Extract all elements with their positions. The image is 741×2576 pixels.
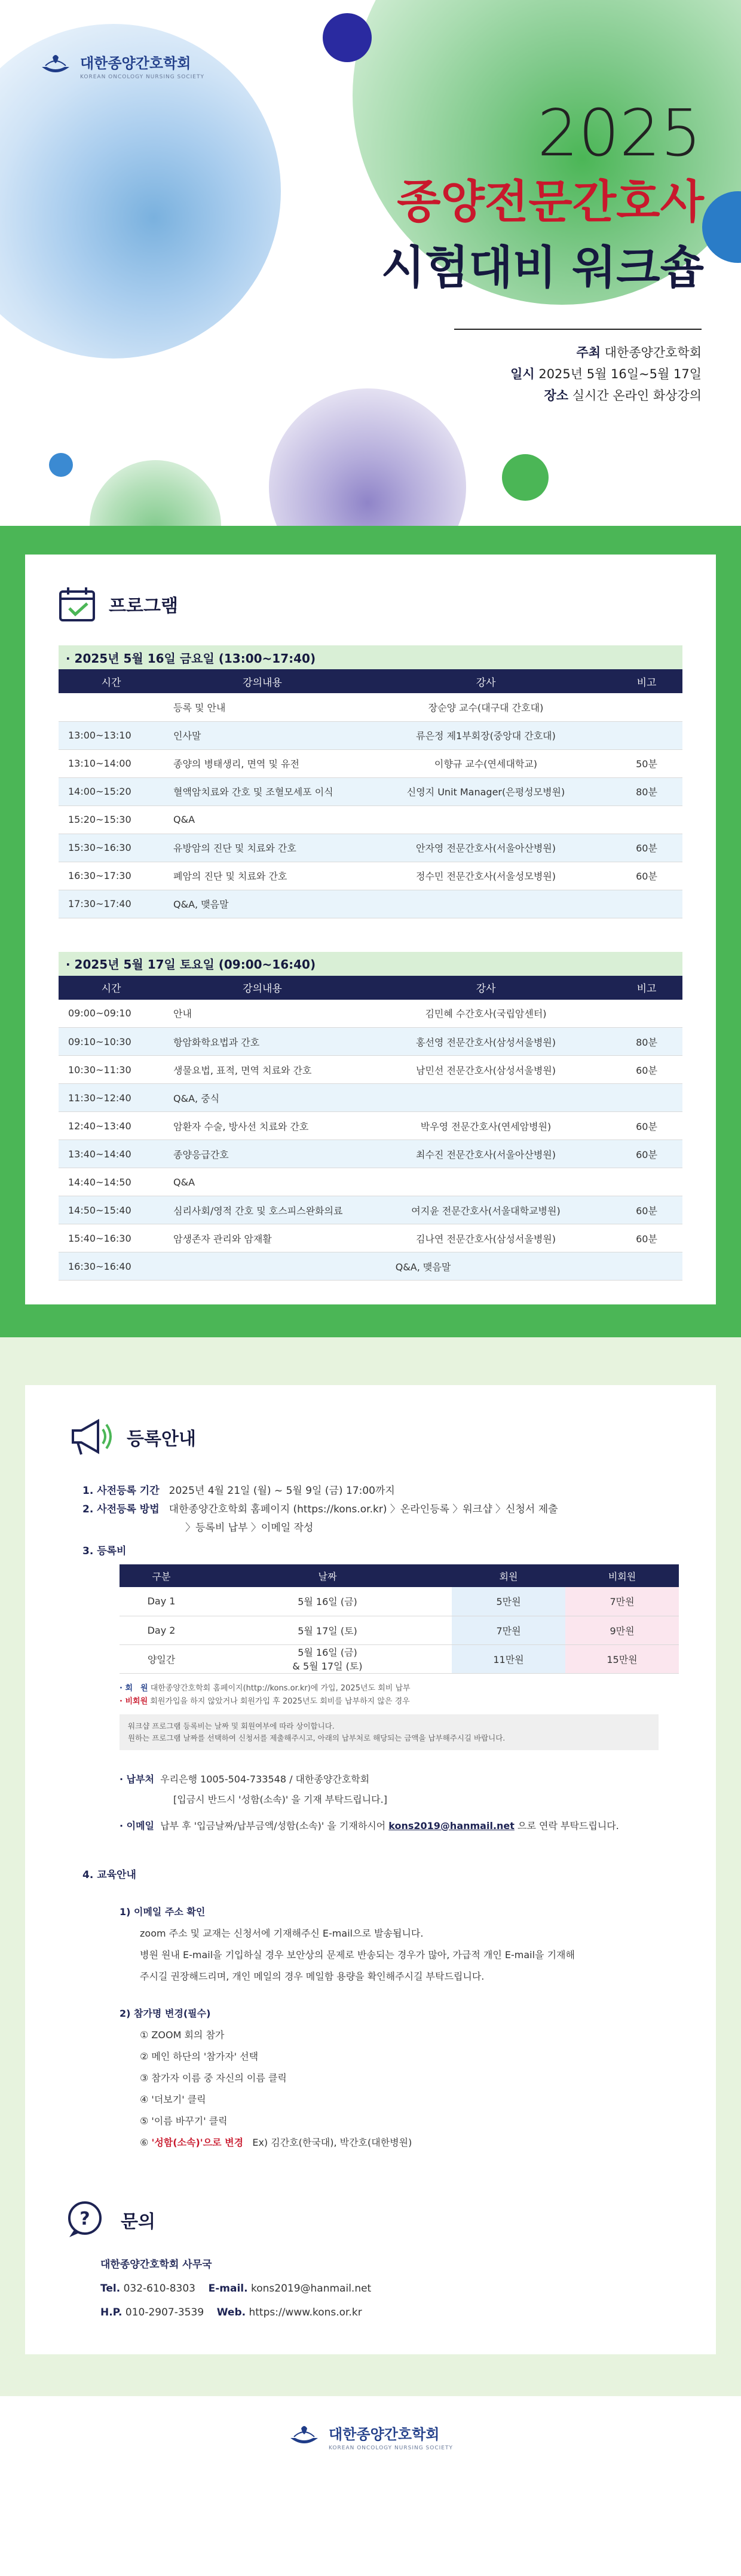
fee-col-nonmember: 비회원: [565, 1564, 679, 1587]
cell-content: 안내: [164, 1000, 361, 1028]
fee-rows: [120, 1587, 679, 1673]
fee-col-member: 회원: [452, 1564, 565, 1587]
cell-content: 암환자 수술, 방사선 치료와 간호: [164, 1112, 361, 1140]
cell-content: 생물요법, 표적, 면역 치료와 간호: [164, 1056, 361, 1084]
cell-note: 60분: [611, 1140, 682, 1168]
col-speaker: 강사: [361, 976, 611, 1000]
svg-text:?: ?: [79, 2208, 90, 2229]
nonmember-note-label: · 비회원: [120, 1696, 148, 1706]
cell-time: [59, 693, 164, 721]
contact-email-value[interactable]: kons2019@hanmail.net: [251, 2282, 372, 2295]
fee-header-row: [120, 1564, 679, 1587]
cell-content: 암생존자 관리와 암재활: [164, 1224, 361, 1252]
cell-note: [611, 1000, 682, 1028]
cell-note: 60분: [611, 862, 682, 890]
cell-content: Q&A: [164, 1168, 361, 1196]
cell-content: 심리사회/영적 간호 및 호스피스완화의료: [164, 1196, 361, 1224]
cell-time: 10:30~11:30: [59, 1056, 164, 1084]
footer-society-name: 대한종양간호학회: [329, 2426, 440, 2443]
society-name: 대한종양간호학회: [80, 55, 191, 72]
cell-time: 16:30~17:30: [59, 862, 164, 890]
step6-highlight: '성함(소속)'으로 변경: [151, 2136, 244, 2148]
method-value: 대한종양간호학회 홈페이지 (https://kons.or.kr) 〉온라인등록 〉워크샵 〉신청서 제출: [169, 1503, 558, 1515]
rename-step: ④ '더보기' 클릭: [140, 2093, 206, 2105]
program-section: [0, 526, 741, 1337]
table-row: [59, 749, 682, 777]
cell-note: 80분: [611, 1028, 682, 1056]
col-speaker: 강사: [361, 669, 611, 693]
title-divider: [454, 329, 702, 330]
step6-number: ⑥: [140, 2136, 149, 2148]
contact-title: 문의: [121, 2211, 155, 2232]
rename-title: 2) 참가명 변경(필수): [120, 2007, 211, 2019]
cell-content: 유방암의 진단 및 치료와 간호: [164, 834, 361, 862]
program-card: [25, 555, 716, 1304]
email-check-line1: zoom 주소 및 교재는 신청서에 기재해주신 E-mail으로 발송됩니다.: [140, 1927, 424, 1939]
table-row: [59, 1168, 682, 1196]
day1-rows: [59, 693, 682, 918]
cell-speaker: 안자영 전문간호사(서울아산병원): [361, 834, 611, 862]
cell-note: [611, 1084, 682, 1112]
hero-banner: [0, 0, 741, 526]
cell-speaker: 김나연 전문간호사(삼성서울병원): [361, 1224, 611, 1252]
bank-label: · 납부처: [120, 1773, 155, 1785]
place-value: 실시간 온라인 화상강의: [572, 388, 702, 403]
cell-speaker: 장순양 교수(대구대 간호대): [361, 693, 611, 721]
email-check-title: 1) 이메일 주소 확인: [120, 1906, 206, 1918]
cell-time: 17:30~17:40: [59, 890, 164, 918]
table-row: [59, 1196, 682, 1224]
calendar-check-icon: [59, 586, 98, 623]
cell-time: 13:00~13:10: [59, 721, 164, 749]
cell-speaker: [361, 1084, 611, 1112]
contact-org: 대한종양간호학회 사무국: [100, 2258, 212, 2271]
cell-note: 60분: [611, 834, 682, 862]
member-note-label: · 회 원: [120, 1683, 148, 1693]
email-check-line3: 주시길 권장해드리며, 개인 메일의 경우 메일함 용량을 확인해주시길 부탁드립니다.: [140, 1970, 485, 1982]
event-info: [510, 342, 702, 406]
registration-header: [68, 1416, 659, 1458]
email-instruction: 납부 후 '입금날짜/납부금액/성함(소속)' 을 기재하시어: [160, 1820, 386, 1831]
green-circle-small: [90, 460, 221, 526]
registration-title: 등록안내: [127, 1429, 196, 1450]
lavender-circle: [269, 388, 466, 526]
rename-step: ① ZOOM 회의 참가: [140, 2029, 225, 2041]
cell-note: 60분: [611, 1112, 682, 1140]
fee-row: [120, 1587, 679, 1616]
table-row: [59, 862, 682, 890]
fee-member: 5만원: [452, 1587, 565, 1616]
cell-content: Q&A: [164, 805, 361, 834]
member-note: 대한종양간호학회 홈페이지(http://kons.or.kr)에 가입, 2025년도 회비 납부: [150, 1683, 411, 1693]
step6-example: Ex) 김간호(한국대), 박간호(대한병원): [252, 2136, 412, 2148]
table-row: [59, 693, 682, 721]
cell-speaker: 홍선영 전문간호사(삼성서울병원): [361, 1028, 611, 1056]
table-row: [59, 1056, 682, 1084]
cell-note: 80분: [611, 777, 682, 805]
bank-value: 우리은행 1005-504-733548 / 대한종양간호학회: [160, 1773, 370, 1785]
small-blue-dot: [49, 453, 73, 477]
hp-label: H.P.: [100, 2306, 123, 2318]
cell-note: [611, 1168, 682, 1196]
cell-note: [611, 890, 682, 918]
cell-note: [611, 805, 682, 834]
day2-schedule-table: [59, 976, 682, 1281]
table-row: [59, 1140, 682, 1168]
day2-label: · 2025년 5월 17일 토요일 (09:00~16:40): [59, 952, 682, 976]
table-row: [59, 890, 682, 918]
rename-step: ⑤ '이름 바꾸기' 클릭: [140, 2115, 228, 2127]
col-note: 비고: [611, 976, 682, 1000]
fee-label: 3. 등록비: [82, 1545, 127, 1557]
fee-member: 11만원: [452, 1644, 565, 1673]
cell-note: 60분: [611, 1196, 682, 1224]
fee-date: 5월 16일 (금) & 5월 17일 (토): [203, 1644, 452, 1673]
col-content: 강의내용: [164, 976, 361, 1000]
cell-time: 13:40~14:40: [59, 1140, 164, 1168]
nonmember-note: 회원가입을 하지 않았거나 회원가입 후 2025년도 회비를 납부하지 않은 경우: [150, 1696, 410, 1706]
cell-speaker: [361, 805, 611, 834]
footer-society-eng: KOREAN ONCOLOGY NURSING SOCIETY: [329, 2445, 453, 2451]
cell-time: 14:00~15:20: [59, 777, 164, 805]
fee-date: 5월 16일 (금): [203, 1587, 452, 1616]
rename-steps: [140, 2024, 659, 2132]
table-row: [59, 1084, 682, 1112]
table-row: [59, 1028, 682, 1056]
period-value: 2025년 4월 21일 (월) ~ 5월 9일 (금) 17:00까지: [169, 1485, 395, 1497]
registration-card: [25, 1385, 716, 2354]
fee-row: [120, 1644, 679, 1673]
fee-type: Day 1: [120, 1587, 203, 1616]
cell-note: [611, 693, 682, 721]
table-row: [59, 777, 682, 805]
cell-time: 16:30~16:40: [59, 1252, 164, 1281]
cell-time: 13:10~14:00: [59, 749, 164, 777]
cell-time: 09:00~09:10: [59, 1000, 164, 1028]
table-row: [59, 1112, 682, 1140]
education-label: 4. 교육안내: [82, 1869, 136, 1881]
cell-note: 60분: [611, 1224, 682, 1252]
navy-dot: [323, 13, 372, 62]
email-check-line2: 병원 원내 E-mail을 기입하실 경우 보안상의 문제로 반송되는 경우가 많아, 가급적 개인 E-mail을 기재해: [140, 1949, 575, 1961]
fee-notice-line1: 워크샵 프로그램 등록비는 날짜 및 회원여부에 따라 상이합니다.: [128, 1721, 335, 1730]
cell-time: 14:40~14:50: [59, 1168, 164, 1196]
society-eng-name: KOREAN ONCOLOGY NURSING SOCIETY: [80, 74, 204, 80]
cell-content: 등록 및 안내: [164, 693, 361, 721]
day1-schedule-table: [59, 669, 682, 918]
cell-time: 15:40~16:30: [59, 1224, 164, 1252]
cell-speaker: 이향규 교수(연세대학교): [361, 749, 611, 777]
table-header-row: [59, 669, 682, 693]
web-value[interactable]: https://www.kons.or.kr: [249, 2306, 362, 2318]
cell-time: 12:40~13:40: [59, 1112, 164, 1140]
program-header: [59, 586, 682, 623]
cell-speaker: 정수민 전문간호사(서울성모병원): [361, 862, 611, 890]
web-label: Web.: [216, 2306, 246, 2318]
cell-speaker: 남민선 전문간호사(삼성서울병원): [361, 1056, 611, 1084]
fee-notice-line2: 원하는 프로그램 날짜를 선택하여 신청서를 제출해주시고, 아래의 납부처로 해당되는 금액을 납부해주시길 바랍니다.: [128, 1733, 506, 1742]
cell-note: 60분: [611, 1056, 682, 1084]
rename-step: ② 메인 하단의 '참가자' 선택: [140, 2050, 259, 2062]
fee-member: 7만원: [452, 1616, 565, 1644]
fee-nonmember: 9만원: [565, 1616, 679, 1644]
cell-content: Q&A, 맺음말: [164, 1252, 682, 1281]
period-label: 1. 사전등록 기간: [82, 1485, 160, 1497]
contact-header: [65, 2200, 659, 2240]
table-row: [59, 834, 682, 862]
event-year: 2025: [537, 96, 702, 171]
email-instruction-end: 으로 연락 부탁드립니다.: [518, 1820, 619, 1831]
cell-time: 11:30~12:40: [59, 1084, 164, 1112]
cell-note: [611, 721, 682, 749]
cell-time: 14:50~15:40: [59, 1196, 164, 1224]
cell-speaker: 류은정 제1부회장(중앙대 간호대): [361, 721, 611, 749]
col-time: 시간: [59, 976, 164, 1000]
cell-content: 인사말: [164, 721, 361, 749]
fee-nonmember: 7만원: [565, 1587, 679, 1616]
cell-speaker: 박우영 전문간호사(연세암병원): [361, 1112, 611, 1140]
cell-time: 09:10~10:30: [59, 1028, 164, 1056]
date-label: 일시: [510, 367, 535, 381]
day1-label: · 2025년 5월 16일 금요일 (13:00~17:40): [59, 645, 682, 669]
cell-content: Q&A, 맺음말: [164, 890, 361, 918]
cell-speaker: 최수진 전문간호사(서울아산병원): [361, 1140, 611, 1168]
host-label: 주최: [576, 345, 601, 360]
fee-col-date: 날짜: [203, 1564, 452, 1587]
cell-speaker: 김민혜 수간호사(국립암센터): [361, 1000, 611, 1028]
fee-nonmember: 15만원: [565, 1644, 679, 1673]
cell-speaker: 신영지 Unit Manager(은평성모병원): [361, 777, 611, 805]
tel-value: 032-610-8303: [123, 2282, 195, 2295]
footer: [0, 2396, 741, 2478]
cell-speaker: [361, 890, 611, 918]
method-value-cont: 〉등록비 납부 〉이메일 작성: [185, 1522, 314, 1534]
fee-col-type: 구분: [120, 1564, 203, 1587]
society-logo: [39, 51, 204, 80]
rename-step-6: [140, 2132, 659, 2154]
method-label: 2. 사전등록 방법: [82, 1503, 160, 1515]
email-link[interactable]: kons2019@hanmail.net: [388, 1820, 515, 1831]
cell-time: 15:30~16:30: [59, 834, 164, 862]
lamp-emblem-icon: [288, 2425, 320, 2449]
place-label: 장소: [544, 388, 569, 403]
table-row: [59, 1000, 682, 1028]
fee-type: Day 2: [120, 1616, 203, 1644]
cell-content: 혈액암치료와 간호 및 조혈모세포 이식: [164, 777, 361, 805]
table-header-row: [59, 976, 682, 1000]
cell-time: 15:20~15:30: [59, 805, 164, 834]
registration-section: [0, 1337, 741, 2396]
green-dot: [502, 454, 549, 501]
table-row: [59, 1252, 682, 1281]
megaphone-icon: [68, 1416, 116, 1458]
email-label: · 이메일: [120, 1820, 155, 1831]
cell-content: 폐암의 진단 및 치료와 간호: [164, 862, 361, 890]
cell-content: 종양응급간호: [164, 1140, 361, 1168]
table-row: [59, 1224, 682, 1252]
date-value: 2025년 5월 16일~5월 17일: [538, 367, 702, 381]
cell-content: 종양의 병태생리, 면역 및 유전: [164, 749, 361, 777]
fee-table: [120, 1564, 679, 1674]
col-note: 비고: [611, 669, 682, 693]
fee-date: 5월 17일 (토): [203, 1616, 452, 1644]
question-bubble-icon: [65, 2200, 110, 2240]
cell-content: Q&A, 중식: [164, 1084, 361, 1112]
fee-notice-box: [120, 1714, 659, 1750]
lamp-emblem-icon: [39, 54, 72, 78]
bank-note: [입금시 반드시 '성함(소속)' 을 기재 부탁드립니다.]: [173, 1793, 387, 1805]
tel-label: Tel.: [100, 2282, 121, 2295]
rename-step: ③ 참가자 이름 중 자신의 이름 클릭: [140, 2072, 287, 2084]
table-row: [59, 805, 682, 834]
cell-speaker: 여지윤 전문간호사(서울대학교병원): [361, 1196, 611, 1224]
day2-rows: [59, 1000, 682, 1281]
event-title-line1: 종양전문간호사: [397, 175, 704, 228]
col-content: 강의내용: [164, 669, 361, 693]
cell-note: 50분: [611, 749, 682, 777]
cell-content: 항암화학요법과 간호: [164, 1028, 361, 1056]
event-title-line2: 시험대비 워크숍: [381, 241, 704, 294]
host-value: 대한종양간호학회: [604, 345, 702, 360]
cell-speaker: [361, 1168, 611, 1196]
hp-value: 010-2907-3539: [125, 2306, 204, 2318]
contact-email-label: E-mail.: [208, 2282, 248, 2295]
program-title: 프로그램: [109, 596, 178, 617]
table-row: [59, 721, 682, 749]
col-time: 시간: [59, 669, 164, 693]
fee-type: 양일간: [120, 1644, 203, 1673]
fee-row: [120, 1616, 679, 1644]
